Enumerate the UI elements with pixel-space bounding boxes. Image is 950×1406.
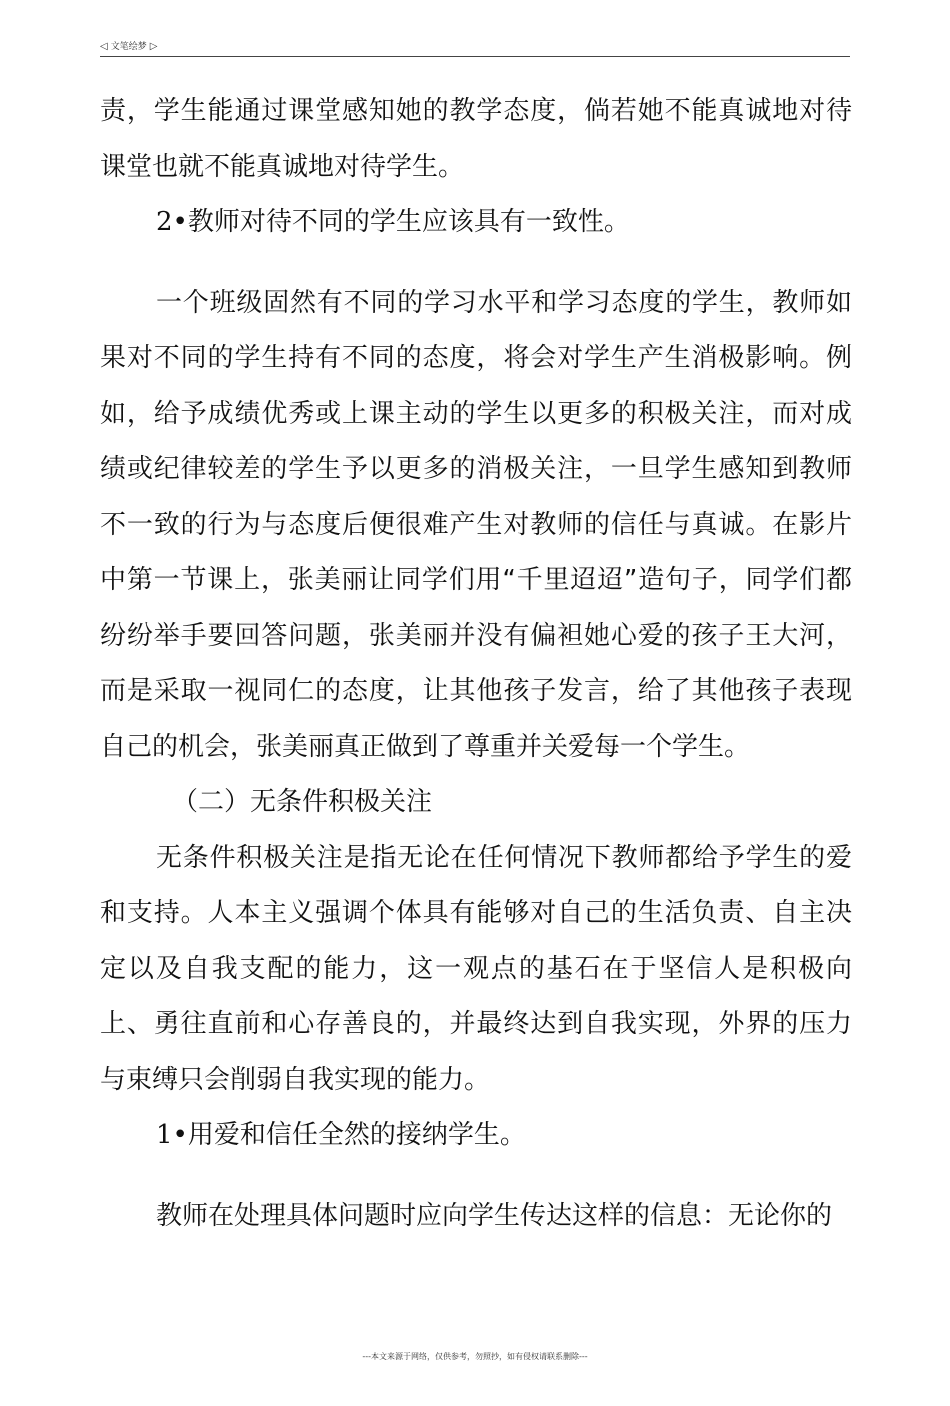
paragraph-unconditional-regard: 无条件积极关注是指无论在任何情况下教师都给予学生的爱和支持。人本主义强调个体具有能够对自己的生活负责、自主决定以及自我支配的能力，这一观点的基石在于坚信人是积极向上、勇往直前和心存善良的，并最终达到自我实现，外界的压力与束缚只会削弱自我实现的能力。: [100, 842, 852, 1095]
paragraph-continuation: 责，学生能通过课堂感知她的教学态度，倘若她不能真诚地对待课堂也就不能真诚地对待学生。: [100, 96, 852, 182]
paragraph-teacher-message: 教师在处理具体问题时应向学生传达这样的信息：无论你的: [156, 1200, 833, 1231]
heading-number: 1•: [156, 1120, 188, 1150]
header-title: 文笔绘梦: [110, 42, 147, 52]
heading-text: 用爱和信任全然的接纳学生。: [187, 1120, 526, 1150]
numbered-heading-1: [100, 1108, 852, 1164]
numbered-heading-2: [100, 195, 852, 251]
right-triangle-icon: ▷: [149, 41, 158, 52]
page-footer: ---本文来源于网络，仅供参考，勿照抄，如有侵权请联系删除---: [362, 1352, 588, 1361]
page-header: [100, 38, 850, 57]
document-body: [100, 84, 852, 1244]
paragraph-consistency: 一个班级固然有不同的学习水平和学习态度的学生，教师如果对不同的学生持有不同的态度，将会对学生产生消极影响。例如，给予成绩优秀或上课主动的学生以更多的积极关注，而对成绩或纪律较差的学生予以更多的消极关注，一旦学生感知到教师不一致的行为与态度后便很难产生对教师的信任与真诚。在影片中第一节课上，张美丽让同学们用“千里迢迢”造句子，同学们都纷纷举手要回答问题，张美丽并没有偏袒她心爱的孩子王大河，而是采取一视同仁的态度，让其他孩子发言，给了其他孩子表现自己的机会，张美丽真正做到了尊重并关爱每一个学生。: [100, 287, 852, 762]
heading-text: 教师对待不同的学生应该具有一致性。: [187, 207, 630, 237]
left-triangle-icon: ◁: [100, 41, 108, 52]
section-heading-unconditional-regard: （二）无条件积极关注: [172, 787, 433, 817]
heading-number: 2•: [156, 207, 188, 237]
